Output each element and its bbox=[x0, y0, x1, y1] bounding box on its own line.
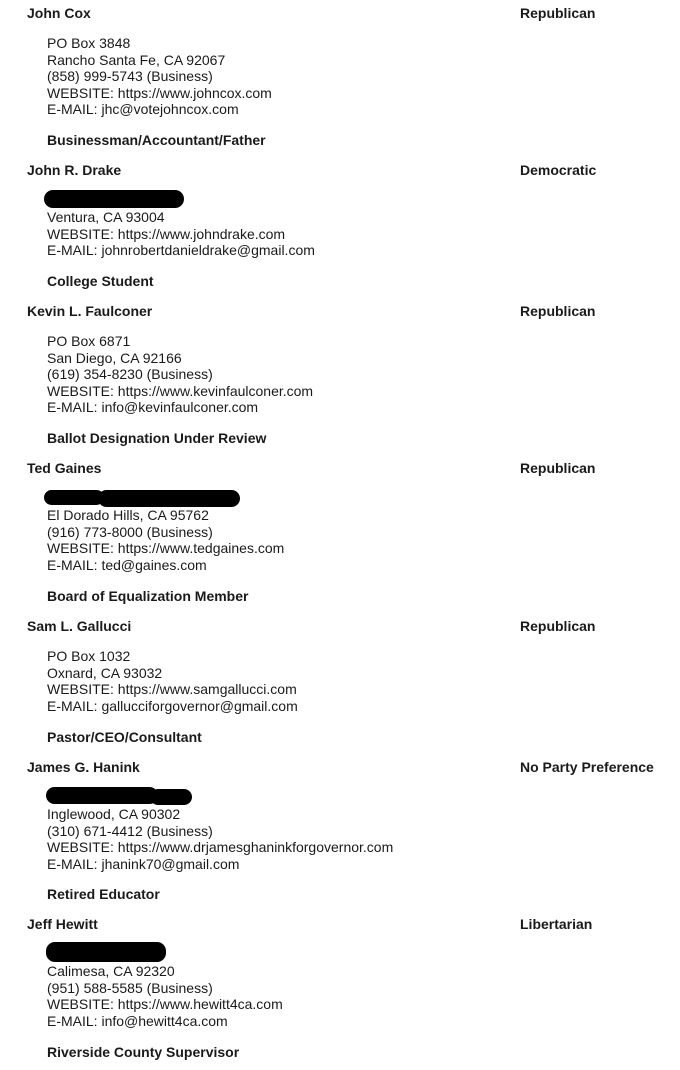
ballot-designation: Businessman/Accountant/Father bbox=[47, 132, 266, 148]
ballot-designation: Retired Educator bbox=[47, 886, 160, 902]
candidate-name: Ted Gaines bbox=[27, 460, 102, 476]
contact-line: PO Box 3848 bbox=[47, 35, 131, 51]
contact-line: Oxnard, CA 93032 bbox=[47, 664, 163, 681]
contact-line: E-MAIL: info@hewitt4ca.com bbox=[47, 1012, 228, 1029]
redaction-mark bbox=[46, 787, 158, 804]
contact-line: Ventura, CA 93004 bbox=[47, 209, 165, 225]
candidate-party: Republican bbox=[520, 618, 596, 634]
candidate-party: Republican bbox=[520, 5, 596, 21]
ballot-designation: Pastor/CEO/Consultant bbox=[47, 729, 202, 745]
contact-line: Calimesa, CA 92320 bbox=[47, 963, 175, 979]
contact-line: E-MAIL: ted@gaines.com bbox=[47, 556, 207, 573]
contact-line: WEBSITE: https://www.samgallucci.com bbox=[47, 681, 297, 697]
contact-line: El Dorado Hills, CA 95762 bbox=[47, 507, 209, 523]
contact-line: E-MAIL: gallucciforgovernor@gmail.com bbox=[47, 697, 298, 714]
contact-line: (916) 773-8000 (Business) bbox=[47, 523, 213, 540]
contact-line: E-MAIL: jhanink70@gmail.com bbox=[47, 855, 240, 872]
contact-line: (951) 588-5585 (Business) bbox=[47, 979, 213, 996]
candidate-contact-lines bbox=[47, 209, 315, 259]
contact-line: Rancho Santa Fe, CA 92067 bbox=[47, 51, 226, 68]
contact-line: WEBSITE: https://www.drjamesghaninkforgovernor.com bbox=[47, 839, 394, 855]
contact-line: PO Box 1032 bbox=[47, 648, 131, 664]
candidate-name: Sam L. Gallucci bbox=[27, 618, 132, 634]
candidate-contact-lines bbox=[47, 507, 284, 573]
ballot-designation: College Student bbox=[47, 273, 154, 289]
candidate-name: John R. Drake bbox=[27, 162, 122, 178]
ballot-designation: Riverside County Supervisor bbox=[47, 1044, 240, 1060]
ballot-designation: Board of Equalization Member bbox=[47, 588, 249, 604]
candidate-name: James G. Hanink bbox=[27, 759, 140, 775]
redaction-mark bbox=[46, 942, 166, 962]
candidate-contact-lines bbox=[47, 333, 313, 416]
ballot-designation: Ballot Designation Under Review bbox=[47, 430, 267, 446]
candidate-name: Jeff Hewitt bbox=[27, 916, 98, 932]
redaction-mark bbox=[150, 789, 192, 805]
contact-line: WEBSITE: https://www.kevinfaulconer.com bbox=[47, 382, 314, 399]
candidate-contact-lines bbox=[47, 806, 393, 872]
redaction-mark bbox=[44, 490, 104, 505]
candidate-party: Republican bbox=[520, 303, 596, 319]
candidate-party: Democratic bbox=[520, 162, 597, 178]
contact-line: (310) 671-4412 (Business) bbox=[47, 822, 213, 839]
contact-line: E-MAIL: johnrobertdanieldrake@gmail.com bbox=[47, 242, 315, 258]
contact-line: San Diego, CA 92166 bbox=[47, 349, 182, 366]
contact-line: (619) 354-8230 (Business) bbox=[47, 366, 213, 382]
candidate-contact-lines bbox=[47, 963, 283, 1029]
candidate-contact-lines bbox=[47, 648, 298, 714]
contact-line: (858) 999-5743 (Business) bbox=[47, 68, 213, 84]
redaction-mark bbox=[98, 490, 240, 507]
redaction-mark bbox=[44, 190, 184, 208]
candidate-name: Kevin L. Faulconer bbox=[27, 303, 153, 319]
contact-line: WEBSITE: https://www.hewitt4ca.com bbox=[47, 996, 283, 1012]
candidate-party: Republican bbox=[520, 460, 596, 476]
contact-line: WEBSITE: https://www.johndrake.com bbox=[47, 225, 286, 242]
contact-line: PO Box 6871 bbox=[47, 333, 131, 349]
candidate-name: John Cox bbox=[27, 5, 91, 21]
contact-line: Inglewood, CA 90302 bbox=[47, 806, 181, 822]
candidate-party: No Party Preference bbox=[520, 759, 654, 775]
candidate-contact-lines bbox=[47, 35, 272, 118]
contact-line: WEBSITE: https://www.johncox.com bbox=[47, 84, 272, 101]
contact-line: E-MAIL: info@kevinfaulconer.com bbox=[47, 399, 259, 415]
contact-line: E-MAIL: jhc@votejohncox.com bbox=[47, 101, 239, 117]
contact-line: WEBSITE: https://www.tedgaines.com bbox=[47, 540, 285, 556]
candidate-party: Libertarian bbox=[520, 916, 593, 932]
